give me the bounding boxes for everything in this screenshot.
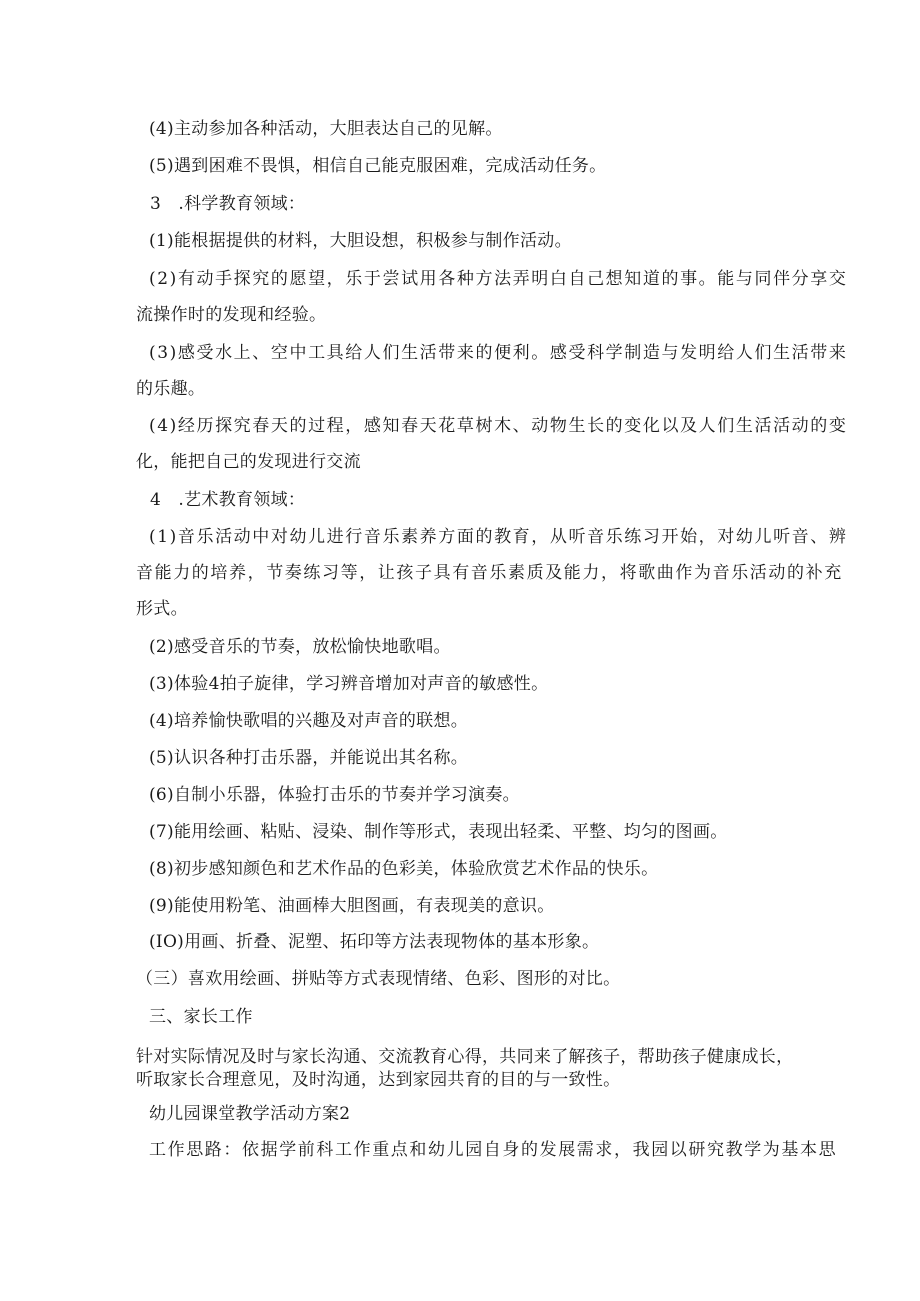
document-title: 幼儿园课堂教学活动方案2	[149, 1104, 351, 1124]
text-line: (7)能用绘画、粘贴、浸染、制作等形式，表现出轻柔、平整、均匀的图画。	[149, 822, 728, 842]
text-line: 流操作时的发现和经验。	[136, 305, 327, 325]
text-line: (1)能根据提供的材料，大胆设想，积极参与制作活动。	[149, 231, 572, 251]
text-line: 音能力的培养，节奏练习等，让孩子具有音乐素质及能力，将歌曲作为音乐活动的补充	[136, 563, 843, 583]
text-line: (6)自制小乐器，体验打击乐的节奏并学习演奏。	[149, 785, 520, 805]
text-line: (8)初步感知颜色和艺术作品的色彩美，体验欣赏艺术作品的快乐。	[149, 859, 659, 879]
text-line: (IO)用画、折叠、泥塑、拓印等方法表现物体的基本形象。	[149, 932, 600, 952]
section-heading: 三、家长工作	[149, 1007, 253, 1027]
text-line: (5)认识各种打击乐器，并能说出其名称。	[149, 748, 469, 768]
text-line: (4)经历探究春天的过程，感知春天花草树木、动物生长的变化以及人们生活活动的变	[149, 416, 848, 436]
subsection-text: （三）喜欢用绘画、拼贴等方式表现情绪、色彩、图形的对比。	[136, 969, 621, 989]
text-line: (5)遇到困难不畏惧，相信自己能克服困难，完成活动任务。	[149, 156, 607, 176]
text-line: (1)音乐活动中对幼儿进行音乐素养方面的教育，从听音乐练习开始，对幼儿听音、辨	[149, 527, 848, 547]
section-heading: 3 .科学教育领域：	[150, 194, 306, 214]
section-heading: 4 .艺术教育领域：	[150, 490, 306, 510]
text-line: (4)培养愉快歌唱的兴趣及对声音的联想。	[149, 711, 469, 731]
text-line: (3)感受水上、空中工具给人们生活带来的便利。感受科学制造与发明给人们生活带来	[149, 343, 848, 363]
text-line: 听取家长合理意见，及时沟通，达到家园共育的目的与一致性。	[136, 1070, 621, 1090]
text-line: 针对实际情况及时与家长沟通、交流教育心得，共同来了解孩子，帮助孩子健康成长，	[136, 1047, 794, 1067]
text-line: 化，能把自己的发现进行交流	[136, 452, 361, 472]
text-line: (4)主动参加各种活动，大胆表达自己的见解。	[149, 119, 503, 139]
text-line: (2)有动手探究的愿望，乐于尝试用各种方法弄明白自己想知道的事。能与同伴分享交	[149, 269, 848, 289]
text-line: (2)感受音乐的节奏，放松愉快地歌唱。	[149, 637, 451, 657]
text-line: 工作思路：依据学前科工作重点和幼儿园自身的发展需求，我园以研究教学为基本思	[149, 1140, 838, 1160]
text-line: (3)体验4拍子旋律，学习辨音增加对声音的敏感性。	[149, 674, 549, 694]
text-line: 的乐趣。	[136, 379, 206, 399]
text-line: 形式。	[136, 599, 188, 619]
text-line: (9)能使用粉笔、油画棒大胆图画，有表现美的意识。	[149, 896, 555, 916]
